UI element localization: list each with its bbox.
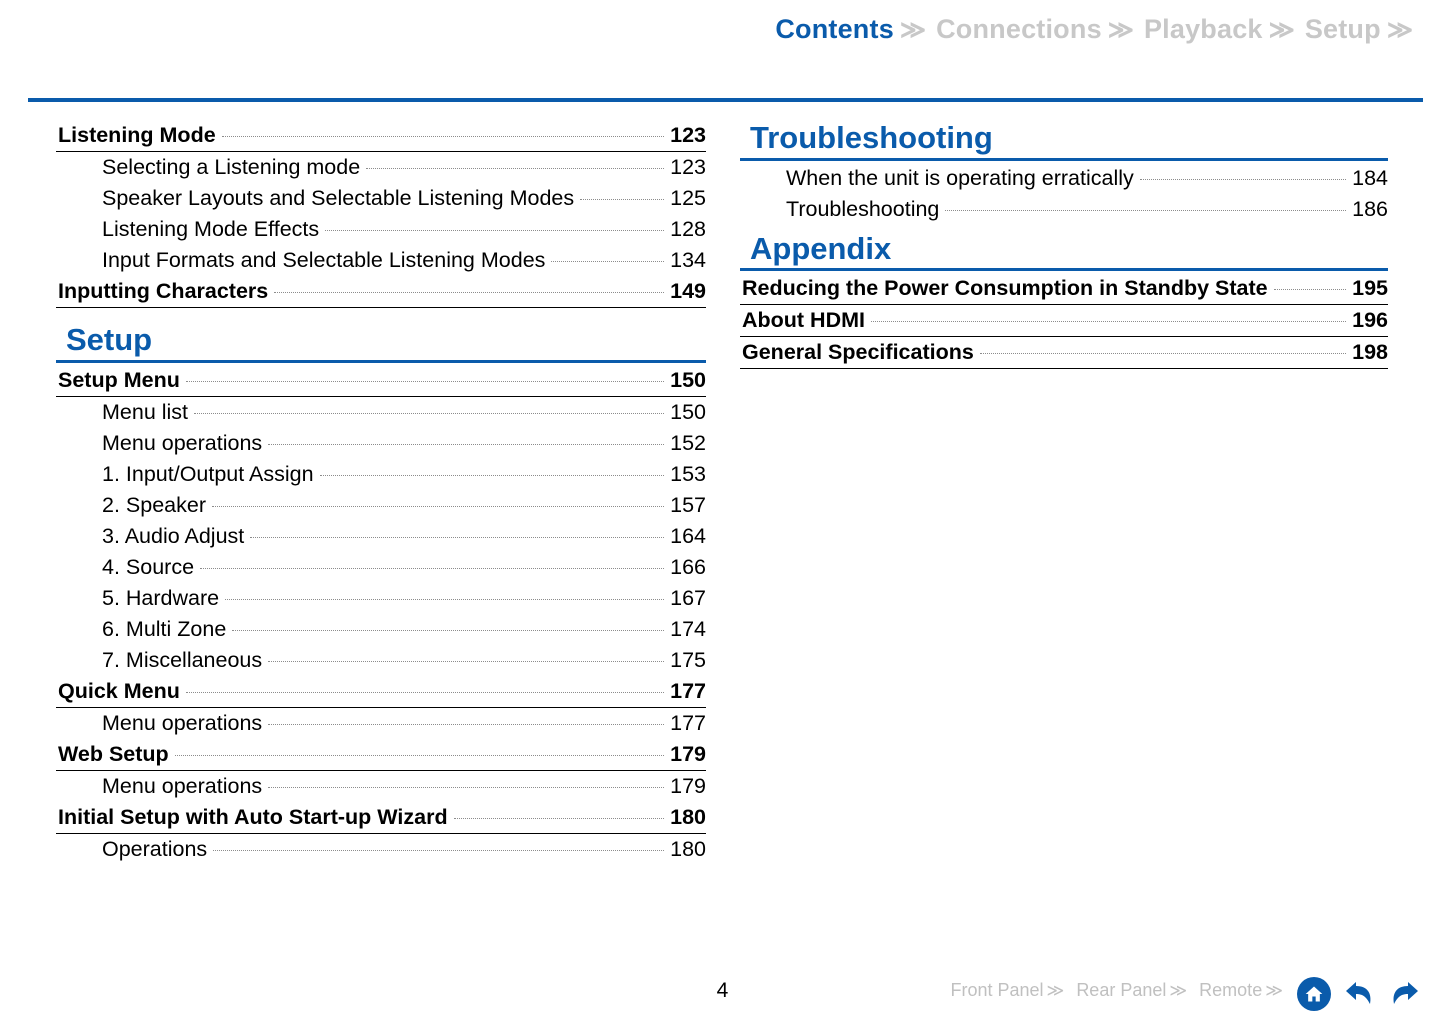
toc-entry[interactable] xyxy=(56,276,706,308)
toc-page: 179 xyxy=(670,741,706,766)
toc-page: 166 xyxy=(670,554,706,579)
toc-label: Reducing the Power Consumption in Standby State xyxy=(742,276,1268,301)
toc-page: 179 xyxy=(670,773,706,798)
toc-entry[interactable] xyxy=(740,337,1388,369)
toc-entry[interactable] xyxy=(56,365,706,397)
toc-entry[interactable] xyxy=(56,645,706,676)
section-divider xyxy=(56,360,706,363)
toc-entry[interactable] xyxy=(56,183,706,214)
toc-leader xyxy=(268,444,664,445)
toc-label: Menu operations xyxy=(102,710,263,735)
toc-leader xyxy=(268,661,664,662)
nav-item-connections[interactable]: Connections xyxy=(936,14,1102,44)
toc-page: 184 xyxy=(1352,165,1388,190)
toc-page: 123 xyxy=(670,155,706,179)
toc-page: 128 xyxy=(670,217,706,241)
toc-label: 3. Audio Adjust xyxy=(102,523,245,548)
toc-entry[interactable] xyxy=(56,739,706,771)
toc-label: 7. Miscellaneous xyxy=(102,647,263,672)
toc-leader xyxy=(212,506,664,507)
chevron-icon: ≫ xyxy=(899,16,927,44)
toc-page: 175 xyxy=(670,647,706,672)
toc-entry[interactable] xyxy=(56,152,706,183)
toc-leader xyxy=(945,210,1346,211)
toc-page: 195 xyxy=(1352,276,1388,301)
toc-page: 164 xyxy=(670,523,706,548)
toc-label: Input Formats and Selectable Listening Modes xyxy=(102,248,546,272)
toc-page: 177 xyxy=(670,710,706,735)
toc-leader xyxy=(551,261,664,262)
top-navigation xyxy=(775,14,1423,45)
toc-label: Setup Menu xyxy=(58,367,180,392)
toc-leader xyxy=(200,568,664,569)
toc-label: About HDMI xyxy=(742,308,865,333)
toc-entry[interactable] xyxy=(740,163,1388,194)
toc-leader xyxy=(871,321,1346,322)
toc-label: Speaker Layouts and Selectable Listening Modes xyxy=(102,186,575,210)
toc-label: When the unit is operating erratically xyxy=(786,165,1134,190)
toc-label: Web Setup xyxy=(58,741,169,766)
toc-entry[interactable] xyxy=(56,214,706,245)
toc-leader xyxy=(320,475,665,476)
section-heading-setup[interactable]: Setup xyxy=(66,322,153,357)
toc-leader xyxy=(366,168,664,169)
toc-entry[interactable] xyxy=(56,490,706,521)
toc-entry[interactable] xyxy=(740,305,1388,337)
toc-leader xyxy=(186,381,664,382)
nav-item-setup[interactable]: Setup xyxy=(1304,14,1381,44)
toc-leader xyxy=(580,199,664,200)
toc-label: 1. Input/Output Assign xyxy=(102,461,314,486)
toc-label: Menu operations xyxy=(102,430,263,455)
toc-entry[interactable] xyxy=(56,521,706,552)
toc-leader xyxy=(980,353,1346,354)
back-arrow-icon[interactable] xyxy=(1341,979,1377,1009)
toc-leader xyxy=(250,537,664,538)
toc-leader xyxy=(325,230,664,231)
toc-leader xyxy=(454,818,665,819)
toc-label: Inputting Characters xyxy=(58,279,269,303)
toc-page: 125 xyxy=(670,186,706,210)
toc-entry[interactable] xyxy=(56,245,706,276)
toc-label: 6. Multi Zone xyxy=(102,616,227,641)
toc-leader xyxy=(213,850,664,851)
toc-page: 153 xyxy=(670,461,706,486)
toc-entry[interactable] xyxy=(56,397,706,428)
toc-label: 4. Source xyxy=(102,554,195,579)
toc-label: 5. Hardware xyxy=(102,585,220,610)
chevron-icon: ≫ xyxy=(1386,16,1413,44)
footer-link-front-panel[interactable]: Front Panel xyxy=(950,980,1044,1000)
toc-label: Initial Setup with Auto Start-up Wizard xyxy=(58,804,448,829)
toc-label: Listening Mode Effects xyxy=(102,217,320,241)
toc-entry[interactable] xyxy=(56,834,706,865)
toc-entry[interactable] xyxy=(56,708,706,739)
toc-page: 134 xyxy=(670,248,706,272)
toc-page: 157 xyxy=(670,492,706,517)
toc-label: Menu operations xyxy=(102,773,263,798)
toc-label: Listening Mode xyxy=(58,123,216,147)
toc-entry[interactable] xyxy=(56,771,706,802)
toc-label: Selecting a Listening mode xyxy=(102,155,361,179)
toc-entry[interactable] xyxy=(56,676,706,708)
chevron-icon: ≫ xyxy=(1107,16,1134,44)
toc-leader xyxy=(268,724,664,725)
toc-page: 150 xyxy=(670,399,706,424)
toc-right-column xyxy=(740,120,1388,369)
toc-leader xyxy=(1274,289,1347,290)
toc-page: 150 xyxy=(670,367,706,392)
toc-leader xyxy=(175,755,664,756)
toc-entry[interactable] xyxy=(740,273,1388,305)
toc-page: 177 xyxy=(670,678,706,703)
toc-page: 196 xyxy=(1352,308,1388,333)
toc-leader xyxy=(232,630,664,631)
nav-item-playback[interactable]: Playback xyxy=(1143,14,1263,44)
toc-page: 123 xyxy=(670,123,706,147)
chevron-icon: ≫ xyxy=(1265,981,1283,1000)
toc-entry[interactable] xyxy=(56,583,706,614)
toc-entry[interactable] xyxy=(56,802,706,834)
toc-entry[interactable] xyxy=(740,194,1388,225)
toc-leader xyxy=(274,292,664,293)
toc-page: 174 xyxy=(670,616,706,641)
toc-page: 149 xyxy=(670,279,706,303)
toc-label: General Specifications xyxy=(742,340,974,365)
toc-page: 180 xyxy=(670,804,706,829)
toc-left-column xyxy=(56,120,706,865)
footer-icon-group xyxy=(1297,977,1423,1011)
footer-link-remote[interactable]: Remote xyxy=(1199,980,1263,1000)
footer-navigation xyxy=(950,980,1295,1001)
toc-page: 180 xyxy=(670,836,706,861)
toc-page: 152 xyxy=(670,430,706,455)
toc-label: Menu list xyxy=(102,399,189,424)
chevron-icon: ≫ xyxy=(1046,981,1065,1000)
toc-entry[interactable] xyxy=(56,120,706,152)
toc-page: 167 xyxy=(670,585,706,610)
toc-label: Operations xyxy=(102,836,208,861)
forward-arrow-icon[interactable] xyxy=(1387,979,1423,1009)
toc-entry[interactable] xyxy=(56,614,706,645)
section-divider xyxy=(740,268,1388,271)
section-divider xyxy=(740,158,1388,161)
toc-leader xyxy=(268,787,664,788)
section-heading-troubleshooting[interactable]: Troubleshooting xyxy=(750,120,993,155)
toc-entry[interactable] xyxy=(56,459,706,490)
page-number: 4 xyxy=(716,979,729,1002)
footer-link-rear-panel[interactable]: Rear Panel xyxy=(1076,980,1167,1000)
toc-entry[interactable] xyxy=(56,428,706,459)
toc-leader xyxy=(1140,179,1346,180)
section-heading-appendix[interactable]: Appendix xyxy=(750,230,892,266)
toc-leader xyxy=(194,413,664,414)
toc-leader xyxy=(222,136,664,137)
chevron-icon: ≫ xyxy=(1169,981,1188,1000)
header-divider xyxy=(28,98,1423,102)
toc-entry[interactable] xyxy=(56,552,706,583)
home-icon[interactable] xyxy=(1297,977,1331,1011)
toc-page: 198 xyxy=(1352,340,1388,365)
toc-leader xyxy=(225,599,664,600)
toc-label: Troubleshooting xyxy=(786,196,940,221)
toc-label: Quick Menu xyxy=(58,678,180,703)
toc-leader xyxy=(186,692,664,693)
chevron-icon: ≫ xyxy=(1268,16,1295,44)
toc-label: 2. Speaker xyxy=(102,492,206,517)
toc-page: 186 xyxy=(1352,196,1388,221)
nav-item-contents[interactable]: Contents xyxy=(775,14,894,44)
